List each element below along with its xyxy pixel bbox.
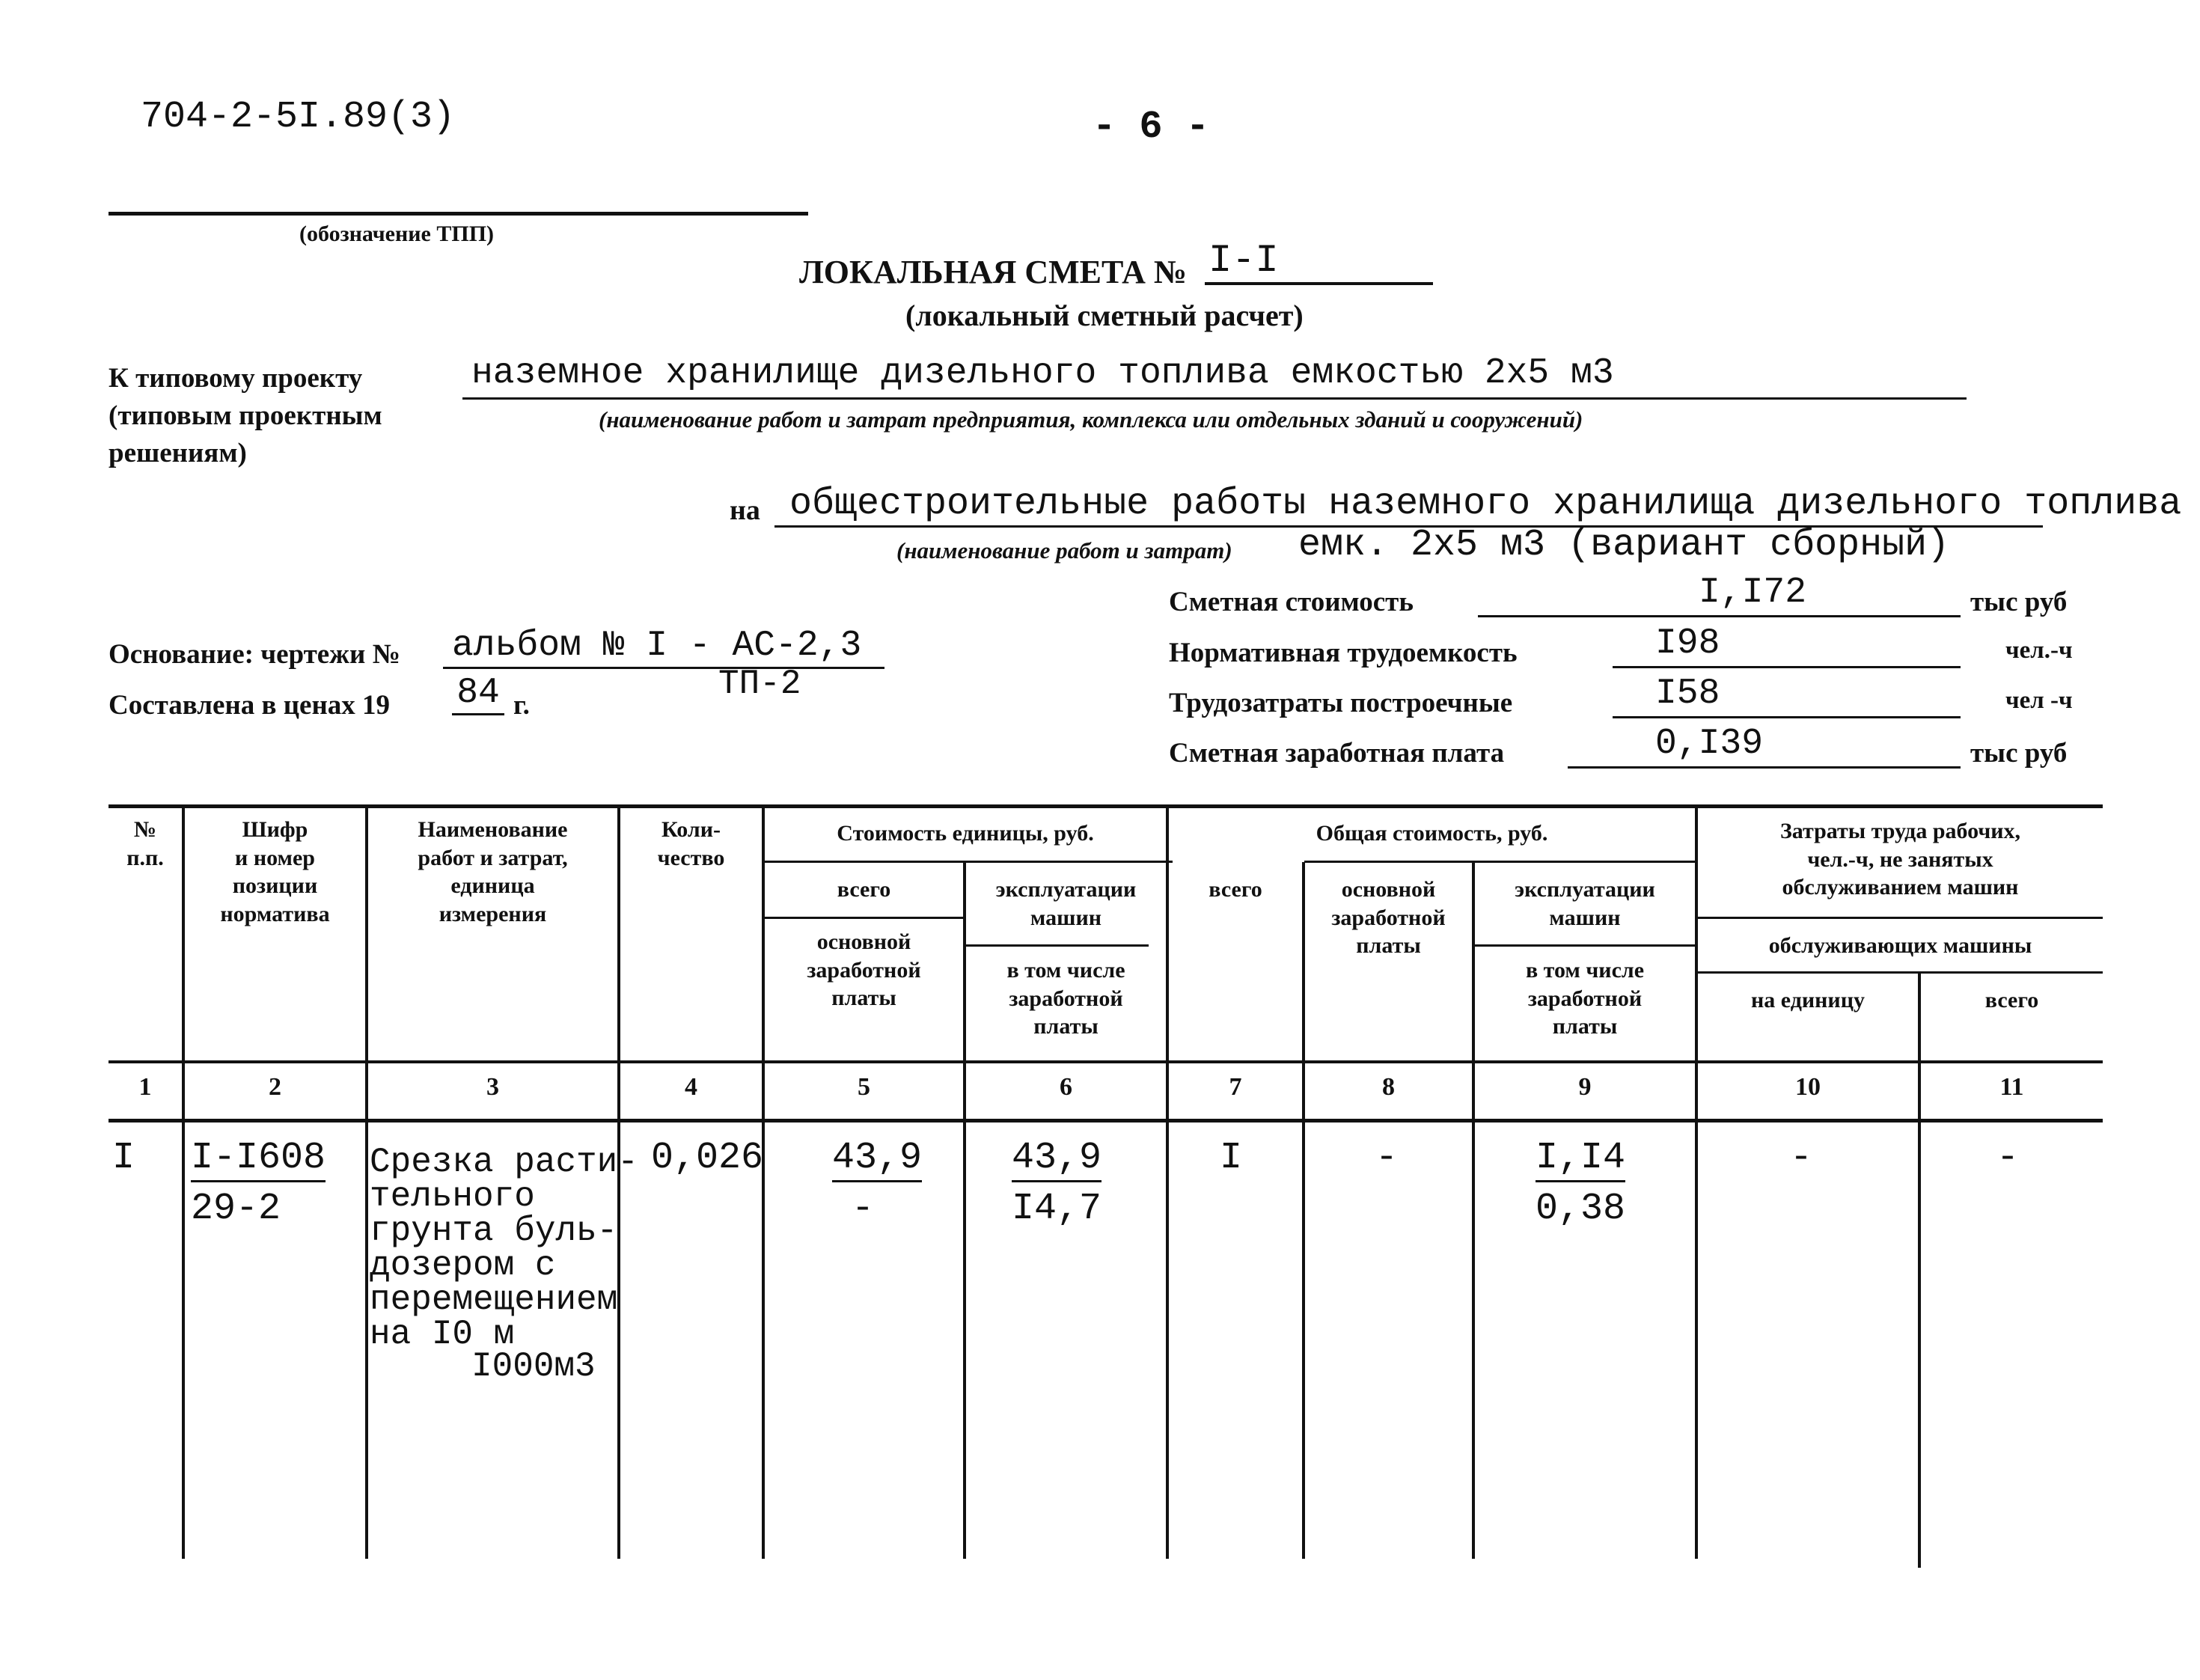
- description-line: дозером с: [370, 1246, 556, 1285]
- works-prefix: на: [730, 495, 760, 526]
- column-number: 10: [1795, 1073, 1821, 1101]
- prices-suffix: г.: [513, 690, 530, 721]
- column-number: 6: [1060, 1073, 1072, 1101]
- header-unit-total: всего: [837, 877, 891, 902]
- basis-underline: [443, 667, 884, 669]
- works-caption: (наименование работ и затрат): [896, 537, 1232, 563]
- header-labor-total: всего: [1984, 988, 2039, 1012]
- header-unit-mach: эксплуатации машин: [995, 877, 1137, 930]
- unit-mach-wage-value: I4,7: [1012, 1188, 1102, 1230]
- labor-total-value: -: [1996, 1137, 2020, 1179]
- cost-label: Сметная стоимость: [1169, 587, 1414, 617]
- unit-total-value: 43,9: [832, 1139, 922, 1182]
- project-label-3: решениям): [109, 438, 247, 468]
- labor-value: I98: [1655, 623, 1720, 664]
- labor-divider-1: [1697, 917, 2103, 919]
- estimate-title: ЛОКАЛЬНАЯ СМЕТА №: [799, 254, 1188, 290]
- works-line-2: емк. 2х5 м3 (вариант сборный): [1298, 524, 1950, 566]
- cost-value: I,I72: [1699, 572, 1807, 613]
- description-line: перемещением: [370, 1280, 618, 1319]
- total-value: I: [1220, 1137, 1243, 1179]
- tpp-caption: (обозначение ТПП): [299, 222, 495, 246]
- prices-label: Составлена в ценах 19: [109, 690, 391, 721]
- cost-underline: [1478, 615, 1961, 617]
- labor-divider-2: [1697, 971, 2103, 974]
- project-name: наземное хранилище дизельного топлива емкостью 2х5 м3: [471, 353, 1614, 394]
- labor-per-unit-value: -: [1790, 1137, 1813, 1179]
- column-number: 1: [138, 1073, 152, 1101]
- col-sep-9: [1695, 806, 1698, 1559]
- quantity: 0,026: [651, 1137, 764, 1179]
- header-col-2: Шифр и номер позиции норматива: [220, 817, 330, 926]
- header-labor-unit: на единицу: [1750, 988, 1866, 1012]
- description-line: Срезка расти-: [370, 1143, 638, 1182]
- onsite-underline: [1613, 716, 1961, 718]
- project-label-2: (типовым проектным: [109, 400, 382, 431]
- onsite-unit: чел -ч: [2005, 687, 2073, 714]
- column-number: 5: [858, 1073, 870, 1101]
- basis-label: Основание: чертежи №: [109, 639, 400, 670]
- column-number: 3: [486, 1073, 499, 1101]
- project-underline: [462, 397, 1967, 400]
- table-top-border: [109, 804, 2103, 808]
- wage-label: Сметная заработная плата: [1169, 738, 1505, 769]
- estimate-subtitle: (локальный сметный расчет): [905, 299, 1304, 332]
- column-number: 4: [685, 1073, 697, 1101]
- basis-value-2: ТП-2: [718, 665, 801, 703]
- project-caption: (наименование работ и затрат предприятия, комплекса или отдельных зданий и сооружений): [599, 406, 1583, 433]
- description-line: на I0 м: [370, 1315, 515, 1354]
- column-number: 2: [269, 1073, 281, 1101]
- total-mach-wage-value: 0,38: [1536, 1188, 1626, 1230]
- header-total-mach-wage: в том числе заработной платы: [1525, 958, 1645, 1039]
- cost-unit: тыс руб: [1970, 587, 2068, 617]
- header-total-total: всего: [1209, 877, 1262, 902]
- wage-underline: [1568, 766, 1961, 769]
- header-labor: Затраты труда рабочих, чел.-ч, не занятых обслуживанием машин: [1779, 819, 2021, 899]
- col-sep-4: [762, 806, 765, 1559]
- description-line: тельного: [370, 1177, 535, 1216]
- header-total-cost: Общая стоимость, руб.: [1316, 821, 1548, 846]
- header-unit-wage: основной заработной платы: [807, 929, 921, 1010]
- col-sep-6: [1166, 806, 1169, 1559]
- unit-wage-value: -: [852, 1188, 875, 1230]
- unit-of-measure: I000м3: [471, 1347, 596, 1386]
- column-number: 8: [1382, 1073, 1395, 1101]
- unit-cost-divider: [765, 861, 1173, 863]
- col-sep-7: [1302, 862, 1305, 1559]
- prices-year: 84: [452, 673, 504, 715]
- labor-unit: чел.-ч: [2005, 637, 2073, 664]
- header-total-mach: эксплуатации машин: [1515, 877, 1655, 930]
- column-number: 7: [1229, 1073, 1242, 1101]
- row-number: I: [112, 1137, 135, 1179]
- page-number: - 6 -: [1093, 105, 1210, 149]
- col-sep-10: [1918, 973, 1921, 1568]
- header-bottom-border: [109, 1060, 2103, 1063]
- column-number: 11: [1999, 1073, 2024, 1101]
- works-line-1: общестроительные работы наземного хранилища дизельного топлива: [789, 483, 2182, 525]
- document-code: 704-2-5I.89(3): [141, 96, 456, 138]
- total-mach-divider: [1474, 944, 1695, 947]
- tpp-underline: [109, 212, 808, 216]
- work-description: [370, 1143, 638, 1354]
- header-col-1: № п.п.: [126, 817, 164, 870]
- header-col-4: Коли- чество: [657, 817, 725, 870]
- project-label-1: К типовому проекту: [109, 363, 363, 394]
- total-cost-divider: [1304, 861, 1695, 863]
- header-col-3: Наименование работ и затрат, единица измерения: [418, 817, 568, 926]
- column-number: 9: [1578, 1073, 1592, 1101]
- labor-label: Нормативная трудоемкость: [1169, 638, 1518, 668]
- labor-underline: [1613, 666, 1961, 668]
- code-bottom: 29-2: [191, 1188, 281, 1230]
- basis-value: альбом № I - АС-2,3: [452, 626, 862, 666]
- header-unit-mach-wage: в том числе заработной платы: [1006, 958, 1125, 1039]
- unit-mach-divider: [965, 944, 1149, 947]
- onsite-value: I58: [1655, 673, 1720, 714]
- header-labor-sub: обслуживающих машины: [1768, 933, 2032, 958]
- header-total-wage: основной заработной платы: [1331, 877, 1446, 958]
- total-mach-value: I,I4: [1536, 1139, 1625, 1182]
- wage-unit: тыс руб: [1970, 738, 2068, 769]
- unit-total-divider: [765, 917, 963, 919]
- header-unit-cost: Стоимость единицы, руб.: [837, 821, 1094, 846]
- total-wage-value: -: [1375, 1137, 1399, 1179]
- onsite-label: Трудозатраты построечные: [1169, 688, 1513, 718]
- estimate-number: I-I: [1205, 239, 1433, 285]
- numbers-bottom-border: [109, 1119, 2103, 1122]
- code-top: I-I608: [191, 1139, 326, 1182]
- wage-value: 0,I39: [1655, 724, 1764, 764]
- unit-mach-value: 43,9: [1012, 1139, 1101, 1182]
- description-line: грунта буль-: [370, 1212, 618, 1250]
